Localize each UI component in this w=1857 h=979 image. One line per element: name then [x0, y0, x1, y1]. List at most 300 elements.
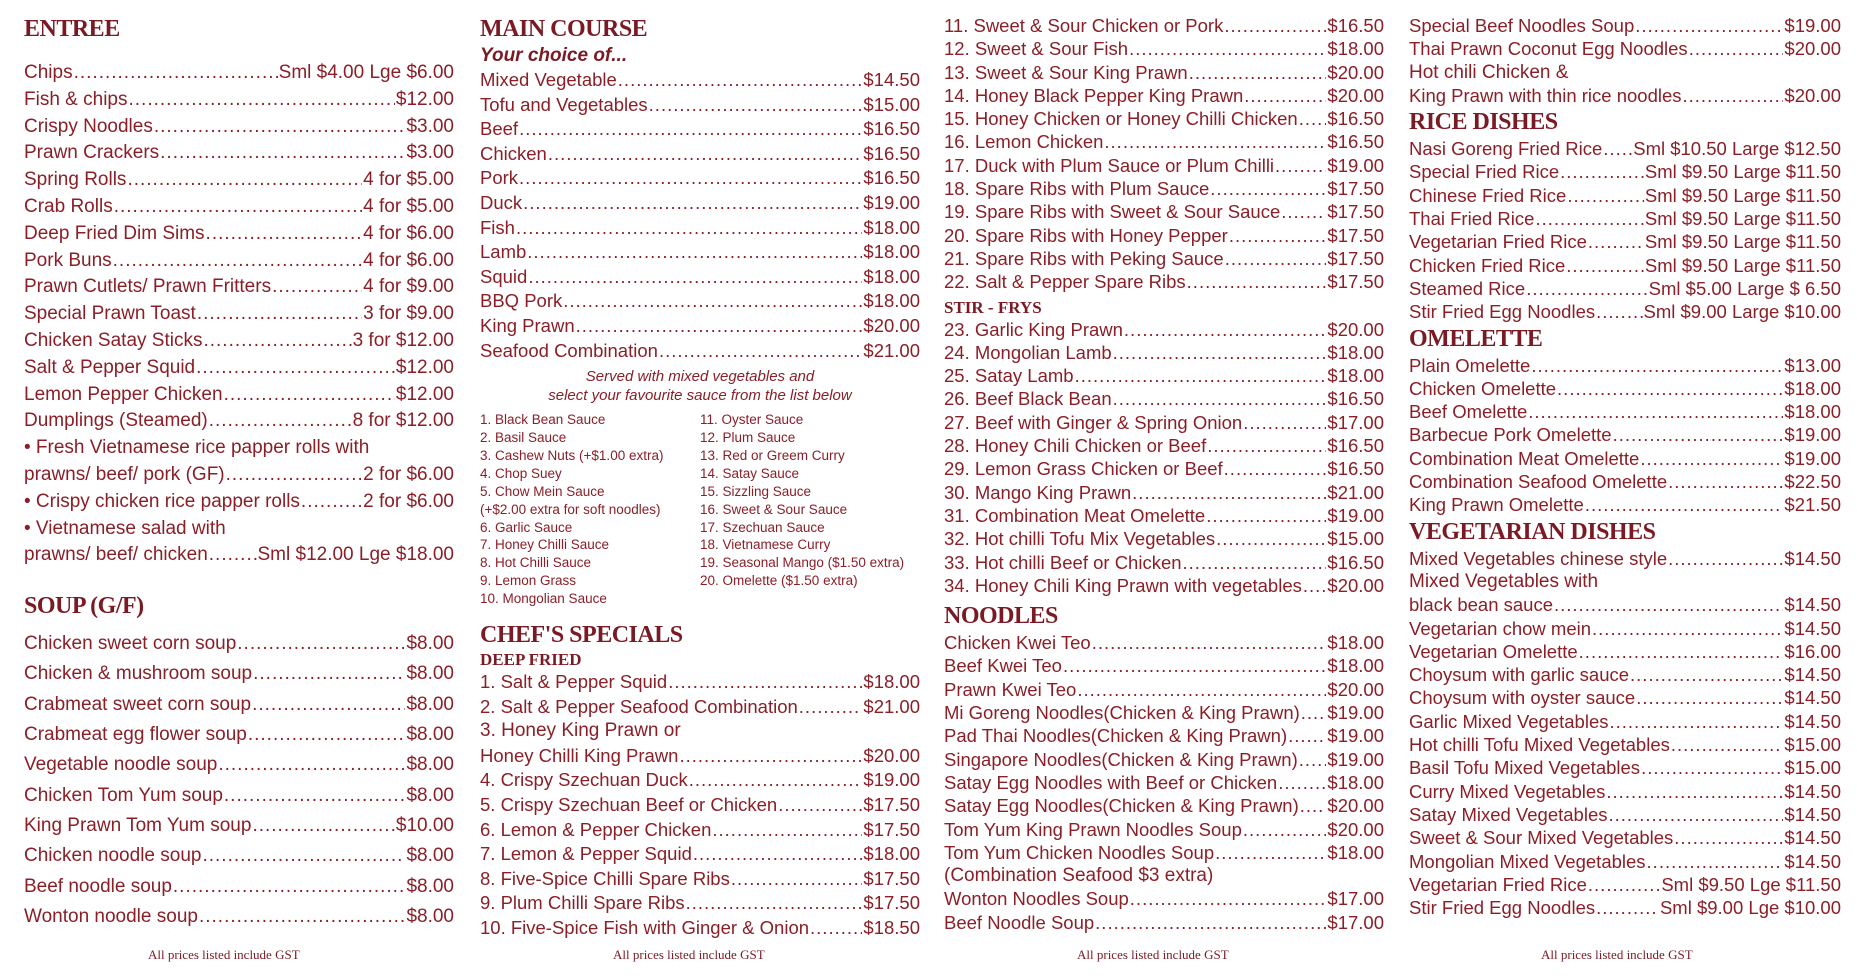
item-price: $18.00: [863, 265, 920, 287]
menu-item: [1409, 803, 1841, 826]
menu-item: [1409, 826, 1841, 849]
item-name: 1. Salt & Pepper Squid: [480, 671, 668, 693]
item-price: $18.00: [863, 843, 920, 865]
item-name: 28. Honey Chili Chicken or Beef: [944, 435, 1207, 457]
menu-item: [480, 842, 920, 867]
item-price: $8.00: [406, 724, 454, 746]
leader-dots: [1668, 470, 1783, 493]
menu-item: [480, 916, 920, 941]
menu-item: [24, 462, 454, 489]
main-course-list: [480, 68, 920, 363]
leader-dots: [1077, 678, 1326, 701]
menu-item: [944, 527, 1384, 550]
menu-item: [1409, 37, 1841, 60]
item-name: Pork: [480, 167, 519, 189]
menu-item: [944, 654, 1384, 677]
menu-item: [24, 408, 454, 435]
sauce-item: 11. Oyster Sauce: [700, 412, 804, 428]
column-2: [480, 14, 920, 941]
leader-dots: [1641, 756, 1783, 779]
item-name: Special Fried Rice: [1409, 161, 1560, 183]
item-name: Chicken sweet corn soup: [24, 633, 237, 655]
menu-item: [944, 841, 1384, 864]
menu-item: [24, 167, 454, 194]
item-price: 4 for $9.00: [363, 276, 454, 298]
leader-dots: [519, 117, 862, 142]
menu-item: [1409, 354, 1841, 377]
item-name: Mixed Vegetables chinese style: [1409, 547, 1668, 569]
item-name: Honey Chilli King Prawn: [480, 744, 679, 766]
item-price: 4 for $6.00: [363, 249, 454, 271]
item-name: Satay Mixed Vegetables: [1409, 803, 1608, 825]
menu-item: [944, 270, 1384, 293]
leader-dots: [1104, 130, 1326, 153]
leader-dots: [154, 114, 406, 141]
noodles-list-after: [944, 887, 1384, 934]
menu-item: [944, 61, 1384, 84]
menu-item: [24, 382, 454, 409]
item-name: 16. Lemon Chicken: [944, 131, 1104, 153]
menu-item: [24, 248, 454, 275]
item-name: King Prawn with thin rice noodles: [1409, 84, 1682, 106]
item-name: Nasi Goreng Fried Rice: [1409, 138, 1603, 160]
leader-dots: [1243, 411, 1326, 434]
gst-footer-4: All prices listed include GST: [1541, 947, 1693, 962]
leader-dots: [1526, 277, 1647, 300]
sauce-item: 6. Garlic Sauce: [480, 519, 573, 535]
item-price: $16.50: [1327, 388, 1384, 410]
leader-dots: [253, 659, 405, 689]
item-name: Tofu and Vegetables: [480, 93, 648, 115]
item-name: 27. Beef with Ginger & Spring Onion: [944, 411, 1243, 433]
item-name: prawns/ beef/ chicken: [24, 544, 208, 566]
item-name: King Prawn Tom Yum soup: [24, 814, 252, 836]
leader-dots: [1579, 640, 1784, 663]
item-name: 6. Lemon & Pepper Chicken: [480, 818, 712, 840]
leader-dots: [1124, 318, 1326, 341]
item-name: Beef Kwei Teo: [944, 655, 1062, 677]
item-price: $3.00: [406, 142, 454, 164]
item-price: $17.00: [1327, 911, 1384, 933]
leader-dots: [516, 216, 862, 241]
item-price: $19.00: [1784, 424, 1841, 446]
menu-item: [480, 793, 920, 818]
item-price: Sml $9.50 Large $11.50: [1644, 208, 1841, 230]
menu-item: [24, 720, 454, 750]
item-name: Beef noodle soup: [24, 875, 172, 897]
leader-dots: [563, 289, 862, 314]
noodles-list-cont: [1409, 14, 1841, 61]
menu-item: [1409, 896, 1841, 919]
item-name: Fish: [480, 216, 515, 238]
menu-item: [24, 902, 454, 932]
item-name: Crab Rolls: [24, 195, 113, 217]
item-name: 4. Crispy Szechuan Duck: [480, 769, 688, 791]
item-name: 23. Garlic King Prawn: [944, 318, 1123, 340]
item-price: $16.50: [1327, 458, 1384, 480]
item-price: $14.50: [1784, 803, 1841, 825]
leader-dots: [1535, 207, 1643, 230]
sauce-item: 7. Honey Chilli Sauce: [480, 537, 610, 553]
item-price: $16.50: [863, 142, 920, 164]
menu-item: [944, 154, 1384, 177]
leader-dots: [1609, 803, 1784, 826]
leader-dots: [1603, 137, 1632, 160]
menu-item: [944, 247, 1384, 270]
item-name: Choysum with garlic sauce: [1409, 664, 1630, 686]
item-price: $18.00: [1327, 632, 1384, 654]
item-name: Vegetable noodle soup: [24, 754, 218, 776]
menu-item: [24, 489, 454, 516]
chefs-specials-list-more: [480, 768, 920, 940]
item-name: 25. Satay Lamb: [944, 365, 1074, 387]
item-price: $20.00: [1327, 61, 1384, 83]
item-price: $17.00: [1327, 888, 1384, 910]
leader-dots: [1303, 574, 1327, 597]
leader-dots: [528, 265, 862, 290]
item-price: $8.00: [406, 845, 454, 867]
item-name: Thai Fried Rice: [1409, 208, 1535, 230]
menu-item: [944, 177, 1384, 200]
leader-dots: [1301, 701, 1327, 724]
item-price: $14.50: [1784, 594, 1841, 616]
item-name: 20. Spare Ribs with Honey Pepper: [944, 224, 1228, 246]
item-price: $17.50: [1327, 178, 1384, 200]
item-price: 4 for $5.00: [363, 195, 454, 217]
menu-item: [24, 872, 454, 902]
leader-dots: [576, 314, 863, 339]
item-name: Vegetarian Fried Rice: [1409, 231, 1587, 253]
item-name: Chicken Omelette: [1409, 377, 1557, 399]
leader-dots: [731, 867, 863, 892]
item-name: Squid: [480, 265, 528, 287]
menu-item: [480, 818, 920, 843]
menu-item: [24, 328, 454, 355]
leader-dots: [1132, 481, 1326, 504]
menu-item: [944, 318, 1384, 341]
menu-item: [480, 68, 920, 93]
item-price: Sml $9.50 Large $11.50: [1644, 161, 1841, 183]
leader-dots: [113, 248, 363, 275]
leader-dots: [618, 68, 863, 93]
leader-dots: [1630, 663, 1783, 686]
section-title-main-course: MAIN COURSE: [480, 16, 648, 42]
leader-dots: [1189, 61, 1327, 84]
item-name: 18. Spare Ribs with Plum Sauce: [944, 178, 1210, 200]
leader-dots: [209, 408, 352, 435]
menu-item: [480, 265, 920, 290]
menu-item: [944, 818, 1384, 841]
leader-dots: [686, 891, 863, 916]
item-price: $8.00: [406, 663, 454, 685]
item-name: Stir Fried Egg Noodles: [1409, 301, 1596, 323]
leader-dots: [1610, 710, 1784, 733]
item-name: 12. Sweet & Sour Fish: [944, 38, 1129, 60]
item-price: $15.00: [1784, 734, 1841, 756]
item-name: Curry Mixed Vegetables: [1409, 780, 1606, 802]
leader-dots: [1113, 341, 1327, 364]
menu-item: [944, 794, 1384, 817]
item-price: $19.00: [1327, 154, 1384, 176]
item-price: $12.00: [395, 88, 454, 110]
leader-dots: [1275, 154, 1326, 177]
menu-item: [944, 224, 1384, 247]
noodles-note: (Combination Seafood $3 extra): [944, 865, 1214, 887]
item-name: Fish & chips: [24, 88, 128, 110]
menu-item: [944, 387, 1384, 410]
leader-dots: [1224, 457, 1327, 480]
item-name: Vegetarian chow mein: [1409, 617, 1592, 639]
menu-item: [480, 867, 920, 892]
item-price: $8.00: [406, 905, 454, 927]
column-4: [1409, 14, 1841, 919]
item-price: $17.50: [863, 794, 920, 816]
item-name: 17. Duck with Plum Sauce or Plum Chilli: [944, 154, 1275, 176]
menu-item: [944, 364, 1384, 387]
leader-dots: [1636, 686, 1783, 709]
section-title-vegetarian: VEGETARIAN DISHES: [1409, 518, 1656, 545]
entree-list: [24, 60, 454, 435]
menu-item: [24, 542, 454, 569]
chefs-specials-list-cont: [944, 14, 1384, 294]
menu-item: [1409, 493, 1841, 516]
menu-item: [944, 14, 1384, 37]
leader-dots: [1113, 387, 1327, 410]
leader-dots: [668, 670, 862, 695]
item-name: Crabmeat sweet corn soup: [24, 693, 252, 715]
item-price: 4 for $6.00: [363, 222, 454, 244]
item-price: $18.50: [863, 917, 920, 939]
item-name: Combination Seafood Omelette: [1409, 471, 1668, 493]
leader-dots: [689, 768, 863, 793]
item-price: 4 for $5.00: [363, 169, 454, 191]
menu-item: [480, 744, 920, 769]
menu-item: [1409, 160, 1841, 183]
item-price: $14.50: [1784, 780, 1841, 802]
sauce-item: (+$2.00 extra for soft noodles): [480, 501, 661, 517]
leader-dots: [1588, 230, 1644, 253]
leader-dots: [1129, 37, 1326, 60]
menu-item: [1409, 447, 1841, 470]
item-price: $16.50: [1327, 15, 1384, 36]
item-name: Chips: [24, 62, 73, 83]
leader-dots: [114, 194, 362, 221]
leader-dots: [1207, 434, 1326, 457]
item-name: Stir Fried Egg Noodles: [1409, 897, 1596, 919]
menu-item: [480, 339, 920, 364]
item-name: Prawn Crackers: [24, 142, 160, 164]
sauce-column-left: [480, 411, 700, 608]
menu-item: [24, 114, 454, 141]
column-1: [24, 14, 454, 932]
menu-item: [1409, 300, 1841, 323]
menu-item: [1409, 423, 1841, 446]
item-price: $17.50: [1327, 201, 1384, 223]
leader-dots: [202, 841, 405, 871]
leader-dots: [1225, 247, 1327, 270]
item-price: $17.50: [1327, 224, 1384, 246]
item-name: Chicken Tom Yum soup: [24, 784, 223, 806]
menu-item: [1409, 850, 1841, 873]
menu-item: [480, 117, 920, 142]
item-price: 3 for $9.00: [363, 303, 454, 325]
sauce-item: 19. Seasonal Mango ($1.50 extra): [700, 555, 905, 571]
sauce-column-right: [700, 411, 920, 608]
sauce-item: 10. Mongolian Sauce: [480, 591, 607, 607]
menu-item: [480, 216, 920, 241]
sauce-item: 8. Hot Chilli Sauce: [480, 555, 592, 571]
item-name: Deep Fried Dim Sims: [24, 222, 205, 244]
menu-item: [1409, 137, 1841, 160]
item-price: $16.00: [1784, 640, 1841, 662]
leader-dots: [693, 842, 863, 867]
leader-dots: [1567, 184, 1644, 207]
sauce-item: 3. Cashew Nuts (+$1.00 extra): [480, 447, 664, 463]
leader-dots: [248, 720, 406, 750]
item-name: 8. Five-Spice Chilli Spare Ribs: [480, 867, 730, 889]
item-price: $16.50: [1327, 131, 1384, 153]
item-price: $19.00: [863, 769, 920, 791]
item-price: $20.00: [863, 744, 920, 766]
menu-item: [24, 87, 454, 114]
sauce-item: 2. Basil Sauce: [480, 430, 567, 446]
leader-dots: [1647, 850, 1784, 873]
leader-dots: [218, 750, 405, 780]
item-name: 19. Spare Ribs with Sweet & Sour Sauce: [944, 201, 1281, 223]
item-price: $17.50: [1327, 247, 1384, 269]
item-price: 3 for $12.00: [352, 329, 454, 351]
item-price: $16.50: [1327, 435, 1384, 457]
section-title-chefs-specials: CHEF'S SPECIALS: [480, 622, 683, 649]
item-price: $20.00: [1327, 84, 1384, 106]
menu-item: [944, 434, 1384, 457]
item-name: 22. Salt & Pepper Spare Ribs: [944, 271, 1186, 293]
item-price: $14.50: [1784, 850, 1841, 872]
menu-item: [480, 191, 920, 216]
menu-item: [1409, 593, 1841, 616]
item-name: Satay Egg Noodles(Chicken & King Prawn): [944, 795, 1299, 817]
leader-dots: [1668, 547, 1783, 570]
item-price: $14.50: [863, 69, 920, 90]
item-price: $18.00: [863, 216, 920, 238]
item-price: $8.00: [406, 693, 454, 715]
item-price: $21.00: [863, 339, 920, 361]
item-name: Sweet & Sour Mixed Vegetables: [1409, 827, 1674, 849]
menu-item: [1409, 640, 1841, 663]
item-name: Mongolian Mixed Vegetables: [1409, 850, 1646, 872]
sauce-item: 1. Black Bean Sauce: [480, 412, 606, 428]
leader-dots: [1683, 84, 1784, 107]
item-name: Dumplings (Steamed): [24, 410, 208, 432]
sauce-item: 12. Plum Sauce: [700, 430, 796, 446]
menu-item: [944, 504, 1384, 527]
item-price: $17.50: [863, 818, 920, 840]
leader-dots: [548, 142, 863, 167]
leader-dots: [778, 793, 862, 818]
item-name: Chicken noodle soup: [24, 845, 202, 867]
item-name: Seafood Combination: [480, 339, 658, 361]
leader-dots: [1244, 84, 1326, 107]
chefs-item-3-line-1: 3. Honey King Prawn or: [480, 720, 681, 742]
item-name: Tom Yum King Prawn Noodles Soup: [944, 818, 1242, 840]
item-price: $21.00: [1327, 481, 1384, 503]
sauce-item: 18. Vietnamese Curry: [700, 537, 831, 553]
item-name: Special Beef Noodles Soup: [1409, 15, 1635, 36]
item-price: Sml $12.00 Lge $18.00: [257, 544, 454, 566]
menu-item: [1409, 780, 1841, 803]
leader-dots: [209, 542, 257, 569]
sauce-item: 15. Sizzling Sauce: [700, 483, 812, 499]
sauce-item: 14. Satay Sauce: [700, 465, 800, 481]
menu-item: [1409, 873, 1841, 896]
menu-item: [24, 629, 454, 659]
leader-dots: [1596, 896, 1659, 919]
item-name: 7. Lemon & Pepper Squid: [480, 843, 692, 865]
item-name: Chinese Fried Rice: [1409, 184, 1567, 206]
leader-dots: [1215, 841, 1326, 864]
sauce-list: [480, 411, 920, 608]
leader-dots: [1596, 300, 1642, 323]
sauce-note-line-2: select your favourite sauce from the list below: [548, 387, 852, 405]
leader-dots: [224, 382, 395, 409]
entree-bullet-1-line-1: • Fresh Vietnamese rice papper rolls with: [24, 437, 370, 459]
leader-dots: [1216, 527, 1326, 550]
item-price: $16.50: [1327, 108, 1384, 130]
leader-dots: [1288, 724, 1326, 747]
leader-dots: [1566, 254, 1644, 277]
item-name: Chicken & mushroom soup: [24, 663, 253, 685]
item-price: $17.50: [863, 867, 920, 889]
menu-item: [24, 274, 454, 301]
leader-dots: [272, 274, 362, 301]
leader-dots: [301, 489, 362, 516]
item-name: Combination Meat Omelette: [1409, 447, 1640, 469]
item-price: $8.00: [406, 754, 454, 776]
sauce-item: 9. Lemon Grass: [480, 573, 577, 589]
leader-dots: [237, 629, 405, 659]
item-name: 34. Honey Chili King Prawn with vegetables: [944, 574, 1302, 596]
entree-bullet-3-line-1: • Vietnamese salad with: [24, 517, 226, 539]
item-name: Hot chilli Tofu Mixed Vegetables: [1409, 734, 1670, 756]
menu-item: [1409, 207, 1841, 230]
item-name: Vegetarian Omelette: [1409, 640, 1578, 662]
menu-item: [480, 768, 920, 793]
omelette-list: [1409, 354, 1841, 517]
leader-dots: [1554, 593, 1783, 616]
item-price: $17.50: [863, 892, 920, 914]
leader-dots: [1671, 733, 1784, 756]
leader-dots: [1183, 551, 1327, 574]
menu-item: [480, 891, 920, 916]
item-price: $17.00: [1327, 411, 1384, 433]
item-name: Basil Tofu Mixed Vegetables: [1409, 757, 1641, 779]
item-price: $18.00: [863, 671, 920, 693]
menu-item: [944, 748, 1384, 771]
section-title-noodles: NOODLES: [944, 603, 1058, 630]
item-name: Beef Noodle Soup: [944, 911, 1095, 933]
leader-dots: [203, 328, 351, 355]
item-price: Sml $9.50 Large $11.50: [1644, 184, 1841, 206]
leader-dots: [679, 744, 862, 769]
item-price: $19.00: [1327, 702, 1384, 724]
item-price: $8.00: [406, 784, 454, 806]
leader-dots: [1531, 354, 1783, 377]
menu-item: [944, 551, 1384, 574]
menu-item: [944, 84, 1384, 107]
menu-item: [1409, 277, 1841, 300]
item-price: Sml $9.50 Large $11.50: [1644, 254, 1841, 276]
menu-item: [944, 130, 1384, 153]
